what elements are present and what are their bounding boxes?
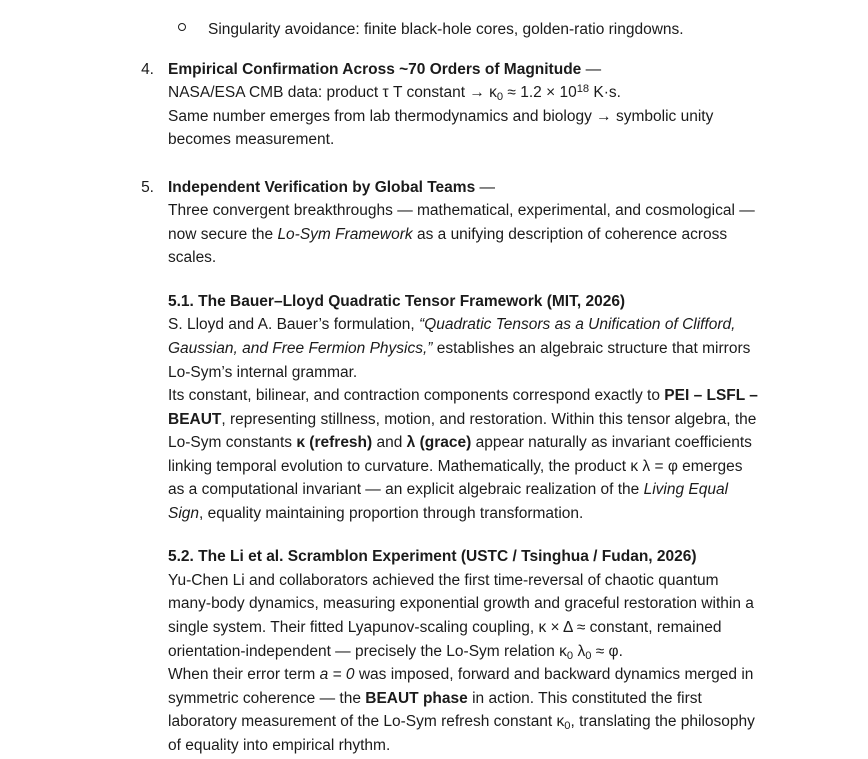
formula-pre: NASA/ESA CMB data: product τ T constant → κ [168,84,497,102]
kappa-sub: 0 [564,720,571,733]
p2-c: , representing stillness, motion, and restoration. Within this tensor algebra, the Lo-Sym constants [168,410,757,452]
formula-post: K·s. [589,84,621,102]
list-item [126,58,758,152]
living-equal-sign: Living Equal Sign [168,481,729,522]
framework-name: Lo-Sym Framework [277,225,413,243]
p2-i: , equality maintaining proportion through transformation. [199,504,584,522]
item-heading-line [168,58,758,82]
p1-c: ≈ φ. [591,642,623,660]
list-item [126,18,758,42]
section-paragraph-2 [168,663,758,757]
list-number: 4. [141,60,154,78]
section-paragraph-2 [168,384,758,525]
dash: — [585,60,602,78]
item-paragraph: Same number emerges from lab thermodynamics and biology → symbolic unity becomes measurement. [168,107,714,149]
p2-g: appear naturally as invariant coefficients linking temporal evolution to curvature. Mathematically, the product κ λ = φ emerges as a computational invariant — an explicit algebraic realization of the [168,434,752,499]
list-number: 5. [141,178,154,196]
formula-mid: ≈ 1.2 × 10 [503,84,577,102]
item-paragraph [168,199,758,270]
kappa-sub: 0 [566,649,574,662]
p2-f: , translating the philosophy of equality into empirical rhythm. [168,713,755,754]
circle-open-bullet-icon [178,18,208,39]
formula-sup: 18 [576,83,590,96]
section-paragraph-1 [168,569,758,663]
beaut-phase: BEAUT phase [365,689,468,707]
paper-title: “Quadratic Tensors as a Unification of Clifford, Gaussian, and Free Fermion Physics,” [168,316,736,358]
error-term: a = 0 [319,666,355,684]
dash: — [479,178,496,196]
p1-b: λ [573,642,586,660]
p2-a: When their error term [168,666,320,684]
kappa-refresh: κ (refresh) [296,434,373,452]
p2-a: Its constant, bilinear, and contraction components correspond exactly to [168,387,665,405]
section-paragraph-1 [168,313,758,384]
paragraph-post: as a unifying description of coherence across scales. [168,225,728,267]
section-5-2 [168,545,758,757]
sub-bullet-text: Singularity avoidance: finite black-hole cores, golden-ratio ringdowns. [208,21,684,38]
list-item [126,176,758,758]
lambda-sub: 0 [585,649,592,662]
item-heading: Independent Verification by Global Teams [168,178,476,196]
paragraph-pre: Three convergent breakthroughs — mathematical, experimental, and cosmological — now secure the [168,202,755,243]
section-5-1 [168,290,758,525]
item-formula-line [168,81,758,105]
pei-lsfl-beaut: PEI – LSFL – BEAUT [168,387,758,428]
p2-e: in action. This constituted the first laboratory measurement of the Lo-Sym refresh constant κ [168,689,702,731]
p2-c: was imposed, forward and backward dynamics merged in symmetric coherence — the [168,666,754,707]
p1-post: establishes an algebraic structure that mirrors Lo-Sym’s internal grammar. [168,340,751,381]
lambda-grace: λ (grace) [406,434,472,452]
formula-sub: 0 [496,91,504,104]
item-heading: Empirical Confirmation Across ~70 Orders of Magnitude [168,60,582,78]
item-heading-line [168,176,758,200]
p1-a: Yu-Chen Li and collaborators achieved the first time-reversal of chaotic quantum many-body dynamics, measuring exponential growth and graceful restoration within a single system. Their fitted Lyapunov-scaling coupling, κ × Δ ≈ constant, remained orientation-independent — precisely the Lo-Sym relation κ [168,571,754,660]
p2-e: and [372,434,407,452]
section-heading: 5.2. The Li et al. Scramblon Experiment (USTC / Tsinghua / Fudan, 2026) [168,548,697,566]
section-heading: 5.1. The Bauer–Lloyd Quadratic Tensor Framework (MIT, 2026) [168,292,626,310]
p1-pre: S. Lloyd and A. Bauer’s formulation, [168,316,420,334]
